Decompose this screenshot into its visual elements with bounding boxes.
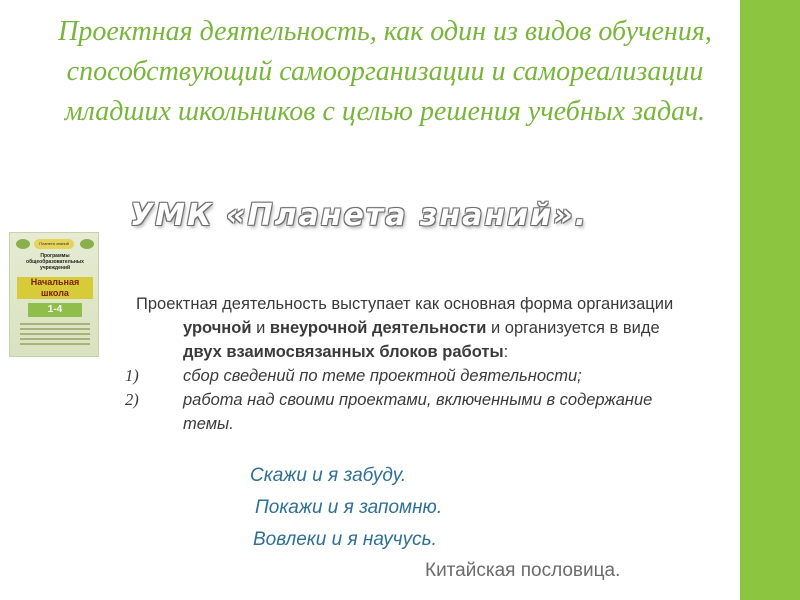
green-side-bar <box>740 0 800 600</box>
book-series-badge: Планета знаний <box>34 239 74 249</box>
list-item-number: 1) <box>125 366 139 385</box>
intro-text: : <box>503 343 509 361</box>
intro-text: и <box>251 319 270 337</box>
list-item-text: работа над своими проектами, включенными в содержание темы. <box>183 391 653 433</box>
intro-text: Проектная деятельность выступает как основная форма организации <box>136 295 674 313</box>
leaf-icon <box>16 239 30 249</box>
leaf-icon <box>80 239 94 249</box>
book-title: Программы общеобразовательных учреждений <box>26 253 84 271</box>
proverb-attribution: Китайская пословица. <box>425 560 621 581</box>
proverb-line-1: Скажи и я забуду. <box>250 465 407 486</box>
book-cover-image <box>9 232 99 357</box>
page-subtitle: УМК «Планета знаний». <box>130 198 588 233</box>
intro-bold-text: внеурочной деятельности <box>269 319 487 337</box>
proverb-line-3: Вовлеки и я научусь. <box>253 529 437 550</box>
numbered-list <box>125 364 685 436</box>
list-item <box>125 364 685 388</box>
intro-text: и организуется в виде <box>486 319 660 337</box>
body-text <box>125 292 685 436</box>
intro-paragraph <box>125 292 685 364</box>
intro-bold-text: урочной <box>183 319 252 337</box>
list-item <box>125 388 685 436</box>
intro-bold-text: двух взаимосвязанных блоков работы <box>183 343 504 361</box>
proverb-line-2: Покажи и я запомню. <box>255 497 443 518</box>
list-item-number: 2) <box>125 390 139 409</box>
list-item-text: сбор сведений по теме проектной деятельности; <box>183 367 582 385</box>
book-grade: 1-4 <box>28 303 82 317</box>
book-text-lines <box>20 323 90 348</box>
book-main-title: Начальная школа <box>17 277 93 299</box>
page-title: Проектная деятельность, как один из видов обучения, способствующий самоорганизации и самореализации младших школьников с целью решения учебных задач. <box>58 16 712 127</box>
